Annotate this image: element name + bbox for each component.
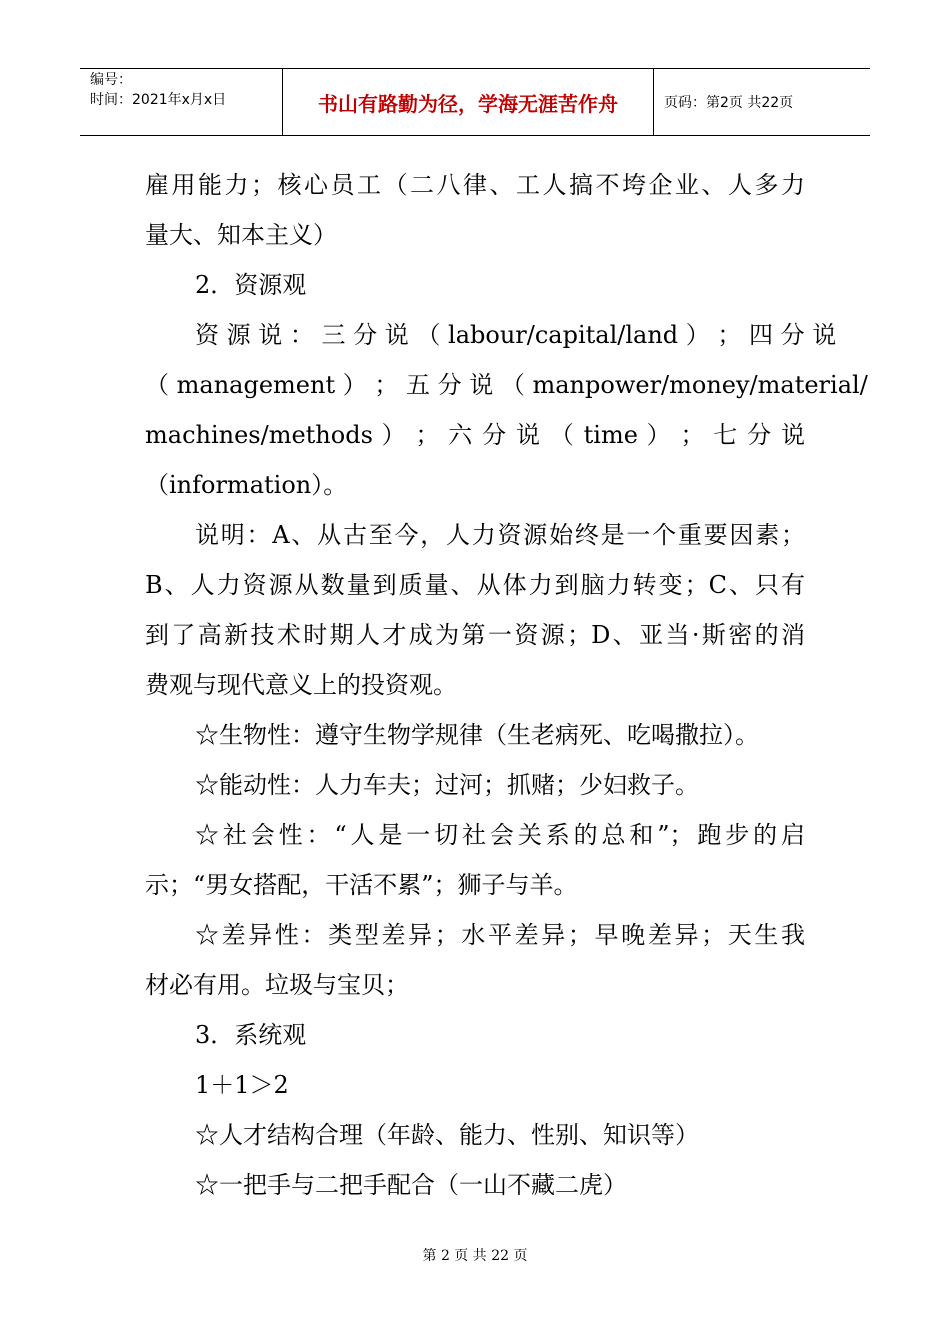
body-line: 到了高新技术时期人才成为第一资源；D、亚当·斯密的消 <box>145 621 805 649</box>
body-line: 雇用能力；核心员工（二八律、工人搞不垮企业、人多力 <box>145 171 805 199</box>
body-line: B、人力资源从数量到质量、从体力到脑力转变；C、只有 <box>145 571 805 599</box>
body-line: 说明：A、从古至今，人力资源始终是一个重要因素； <box>195 521 805 549</box>
document-number-label: 编号： <box>90 72 132 88</box>
document-header <box>80 68 870 136</box>
section-heading: 2．资源观 <box>195 271 307 299</box>
header-meta-cell <box>80 69 282 135</box>
body-line: 1＋1＞2 <box>195 1071 289 1099</box>
body-line: 量大、知本主义） <box>145 221 337 249</box>
section-heading: 3．系统观 <box>195 1021 307 1049</box>
header-motto: 书山有路勤为径，学海无涯苦作舟 <box>318 92 618 116</box>
page-footer: 第 2 页 共 22 页 <box>422 1248 528 1264</box>
body-line: 材必有用。垃圾与宝贝； <box>145 971 409 999</box>
bullet-line: ☆社会性：“人是一切社会关系的总和”；跑步的启 <box>195 821 805 849</box>
body-line: machines/methods ） ； 六 分 说 （ time ） ； 七 分 说 <box>145 421 805 449</box>
body-line: （information）。 <box>145 471 348 499</box>
body-line: 示；“男女搭配，干活不累”；狮子与羊。 <box>145 871 578 899</box>
bullet-line: ☆差异性：类型差异；水平差异；早晚差异；天生我 <box>195 921 805 949</box>
header-page-cell <box>654 69 870 135</box>
bullet-line: ☆生物性：遵守生物学规律（生老病死、吃喝撒拉）。 <box>195 721 759 749</box>
body-line: 资 源 说 ： 三 分 说 （ labour/capital/land ） ； 四 分 说 <box>195 321 837 349</box>
bullet-line: ☆能动性：人力车夫；过河；抓赌；少妇救子。 <box>195 771 699 799</box>
body-line: 费观与现代意义上的投资观。 <box>145 671 457 699</box>
header-motto-cell <box>282 69 654 135</box>
header-page-code: 页码：第2页 共22页 <box>664 95 794 111</box>
bullet-line: ☆一把手与二把手配合（一山不藏二虎） <box>195 1171 627 1199</box>
bullet-line: ☆人才结构合理（年龄、能力、性别、知识等） <box>195 1121 699 1149</box>
body-line: （ management ） ； 五 分 说 （ manpower/money/material/ <box>145 371 868 399</box>
document-date: 时间：2021年x月x日 <box>90 92 227 108</box>
